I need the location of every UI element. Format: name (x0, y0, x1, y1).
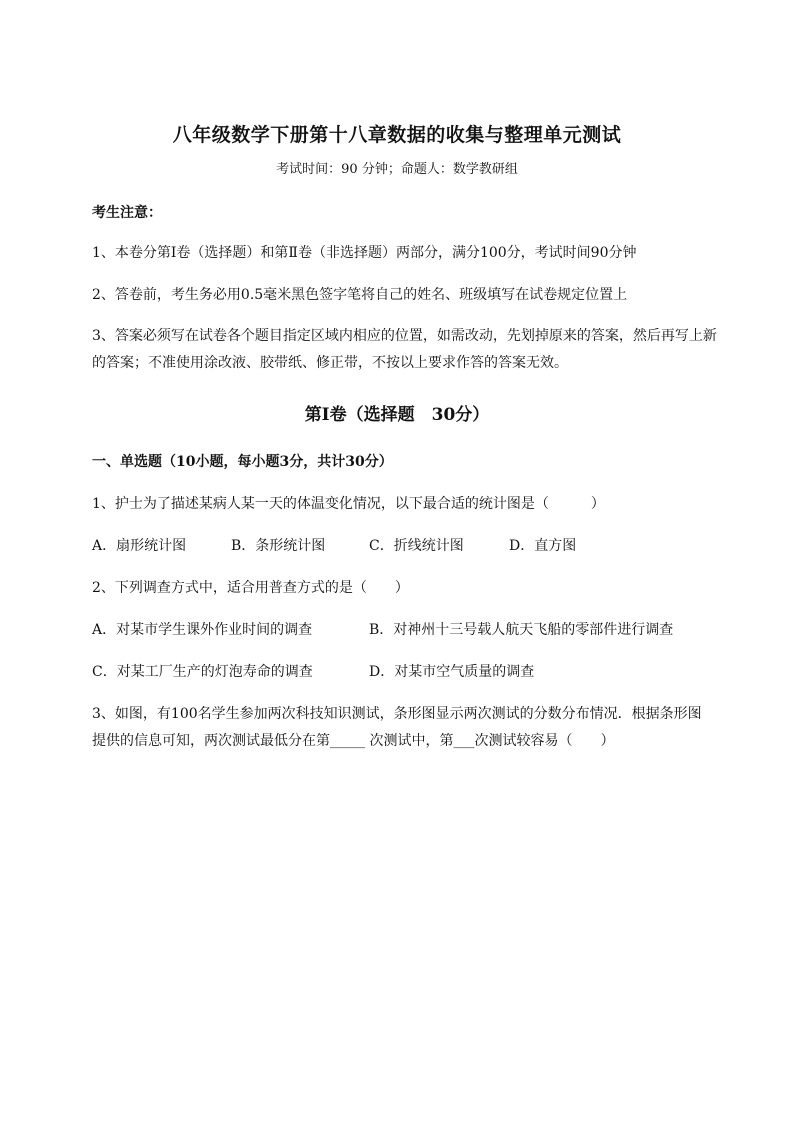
exam-subtitle: 考试时间：90 分钟；命题人：数学教研组 (276, 162, 518, 177)
question-1-option-d: D．直方图 (509, 538, 577, 554)
section-title: 第Ⅰ卷（选择题 30分） (304, 405, 490, 425)
notice-heading: 考生注意： (92, 205, 162, 221)
question-2-option-b: B．对神州十三号载人航天飞船的零部件进行调查 (369, 622, 674, 638)
page-title: 八年级数学下册第十八章数据的收集与整理单元测试 (172, 124, 622, 146)
notice-item-2: 2、答卷前，考生务必用0.5毫米黑色签字笔将自己的姓名、班级填写在试卷规定位置上 (92, 287, 628, 303)
question-1-option-a: A．扇形统计图 (92, 538, 187, 554)
question-1-option-c: C．折线统计图 (369, 538, 464, 554)
question-1-stem: 1、护士为了描述某病人某一天的体温变化情况，以下最合适的统计图是（ ） (92, 496, 605, 512)
part-heading: 一、单选题（10小题，每小题3分，共计30分） (92, 454, 393, 470)
question-3-stem: 3、如图，有100名学生参加两次科技知识测试，条形图显示两次测试的分数分布情况．根据条形图 (92, 706, 702, 722)
notice-item-1: 1、本卷分第Ⅰ卷（选择题）和第Ⅱ卷（非选择题）两部分，满分100分，考试时间90分钟 (92, 245, 637, 261)
notice-item-3: 3、答案必须写在试卷各个题目指定区域内相应的位置，如需改动，先划掉原来的答案，然后再写上新 (92, 328, 717, 344)
question-2-option-a: A．对某市学生课外作业时间的调查 (92, 622, 313, 638)
question-2-stem: 2、下列调查方式中，适合用普查方式的是（ ） (92, 580, 409, 596)
question-2-option-c: C．对某工厂生产的灯泡寿命的调查 (92, 664, 313, 680)
question-2-option-d: D．对某市空气质量的调查 (369, 664, 535, 680)
notice-item-3-cont: 的答案；不准使用涂改液、胶带纸、修正带，不按以上要求作答的答案无效。 (92, 355, 568, 371)
question-1-option-b: B．条形统计图 (231, 538, 326, 554)
question-3-stem-cont: 提供的信息可知，两次测试最低分在第_____ 次测试中，第___次测试较容易（ ） (92, 733, 615, 749)
